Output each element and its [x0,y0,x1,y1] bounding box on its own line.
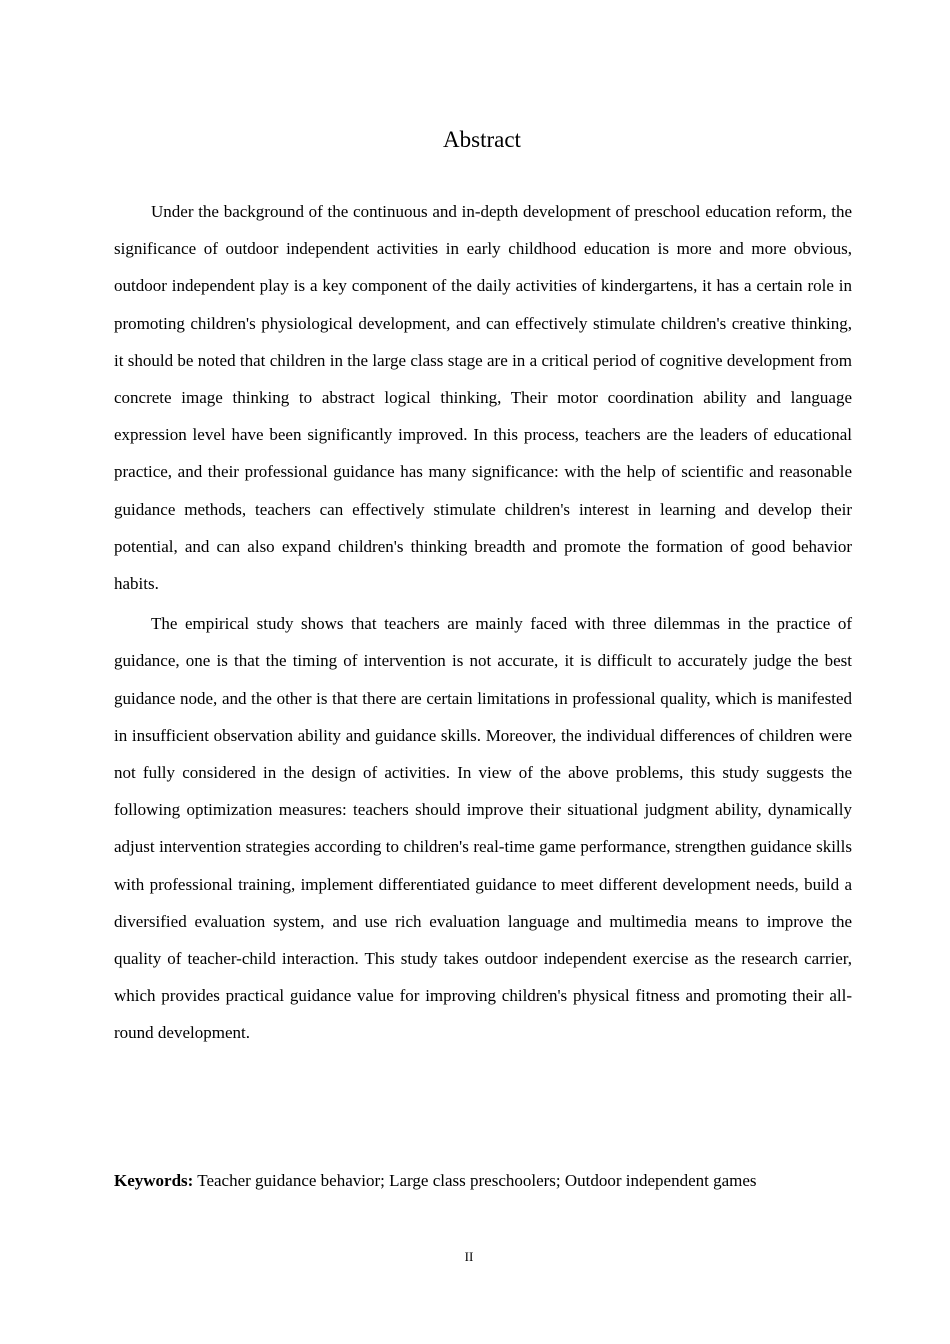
keywords-label: Keywords: [114,1171,194,1190]
abstract-paragraph-1: Under the background of the continuous and in-depth development of preschool education reform, the significance of outdoor independent activities in early childhood education is more and more obvious, outdoor independent play is a key component of the daily activities of kindergartens, it has a certain role in promoting children's physiological development, and can effectively stimulate children's creative thinking, it should be noted that children in the large class stage are in a critical period of cognitive development from concrete image thinking to abstract logical thinking, Their motor coordination ability and language expression level have been significantly improved. In this process, teachers are the leaders of educational practice, and their professional guidance has many significance: with the help of scientific and reasonable guidance methods, teachers can effectively stimulate children's interest in learning and develop their potential, and can also expand children's thinking breadth and promote the formation of good behavior habits. [114,202,852,594]
keywords-text: Teacher guidance behavior; Large class preschoolers; Outdoor independent games [193,1171,757,1190]
abstract-paragraph-2: The empirical study shows that teachers are mainly faced with three dilemmas in the practice of guidance, one is that the timing of intervention is not accurate, it is difficult to accurately judge the best guidance node, and the other is that there are certain limitations in professional quality, which is manifested in insufficient observation ability and guidance skills. Moreover, the individual differences of children were not fully considered in the design of activities. In view of the above problems, this study suggests the following optimization measures: teachers should improve their situational judgment ability, dynamically adjust intervention strategies according to children's real-time game performance, strengthen guidance skills with professional training, implement differentiated guidance to meet different development needs, build a diversified evaluation system, and use rich evaluation language and multimedia means to improve the quality of teacher-child interaction. This study takes outdoor independent exercise as the research carrier, which provides practical guidance value for improving children's physical fitness and promoting their all-round development. [114,614,852,1043]
abstract-title: Abstract [443,127,521,152]
page-number: II [464,1249,474,1264]
abstract-body [114,193,852,1055]
keywords-line [114,1165,874,1197]
